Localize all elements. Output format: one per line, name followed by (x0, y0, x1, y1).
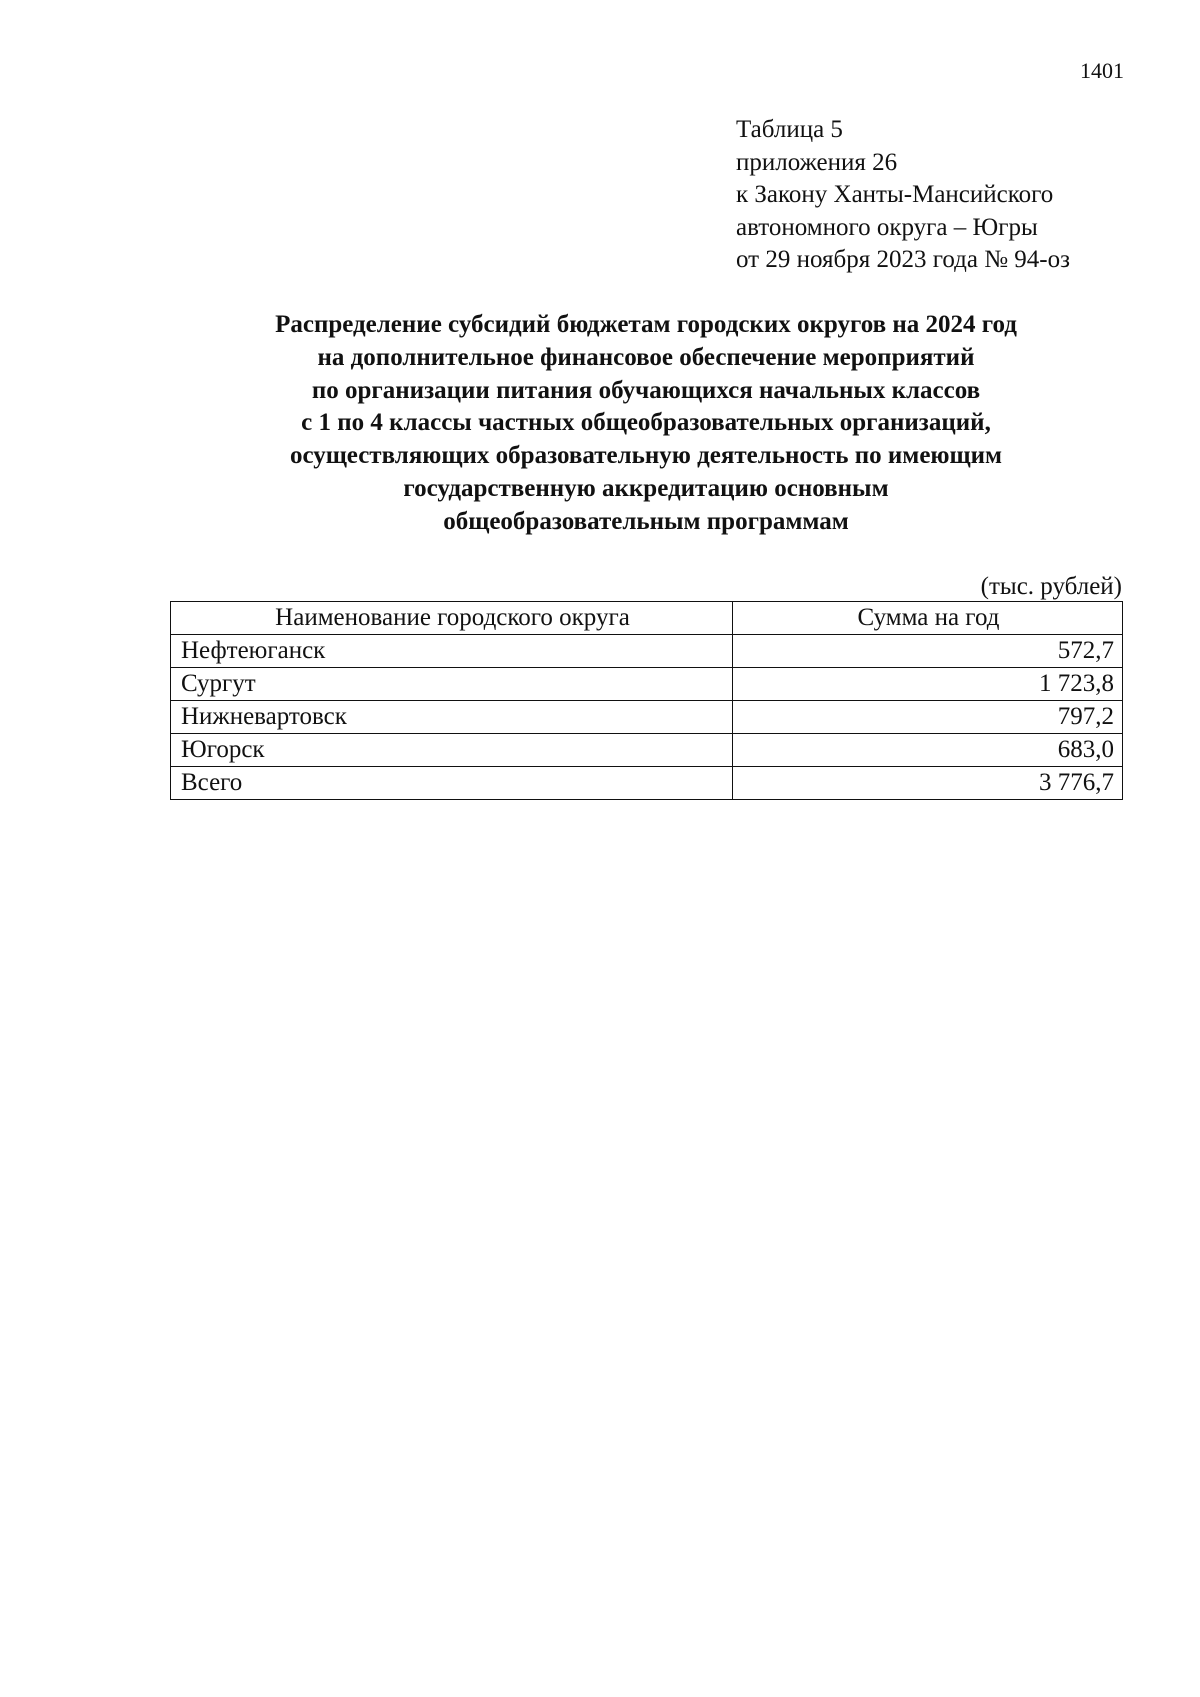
annex-ref-line: Таблица 5 (736, 116, 843, 143)
title-line: по организации питания обучающихся начальных классов (311, 376, 981, 404)
district-amount: 1 723,8 (733, 668, 1123, 701)
table-row (171, 635, 1123, 668)
table-header-row (171, 602, 1123, 635)
total-amount: 3 776,7 (733, 767, 1123, 800)
document-title (170, 309, 1122, 539)
column-header-amount: Сумма на год (733, 602, 1123, 635)
column-header-name: Наименование городского округа (171, 602, 733, 635)
total-row (171, 767, 1123, 800)
title-line: государственную аккредитацию основным (403, 474, 889, 502)
table-row (171, 734, 1123, 767)
total-label: Всего (171, 767, 733, 800)
title-line: Распределение субсидий бюджетам городских округов на 2024 год (275, 311, 1017, 338)
district-amount: 797,2 (733, 701, 1123, 734)
title-line: на дополнительное финансовое обеспечение мероприятий (317, 343, 975, 371)
district-name: Нефтеюганск (171, 635, 733, 668)
subsidy-table (170, 601, 1123, 800)
title-line: с 1 по 4 классы частных общеобразовательных организаций, (301, 409, 991, 437)
annex-reference (736, 114, 1070, 277)
annex-ref-line: от 29 ноября 2023 года № 94-оз (736, 246, 1070, 273)
district-amount: 572,7 (733, 635, 1123, 668)
units-note: (тыс. рублей) (980, 573, 1122, 600)
annex-ref-line: приложения 26 (736, 148, 898, 176)
annex-ref-line: к Закону Ханты-Мансийского (736, 181, 1054, 208)
district-name: Сургут (171, 668, 733, 701)
title-line: осуществляющих образовательную деятельность по имеющим (289, 442, 1003, 470)
title-line: общеобразовательным программам (443, 507, 849, 535)
table-row (171, 701, 1123, 734)
district-amount: 683,0 (733, 734, 1123, 767)
district-name: Югорск (171, 734, 733, 767)
annex-ref-line: автономного округа – Югры (736, 213, 1038, 241)
table-row (171, 668, 1123, 701)
district-name: Нижневартовск (171, 701, 733, 734)
page-number: 1401 (1080, 58, 1124, 83)
